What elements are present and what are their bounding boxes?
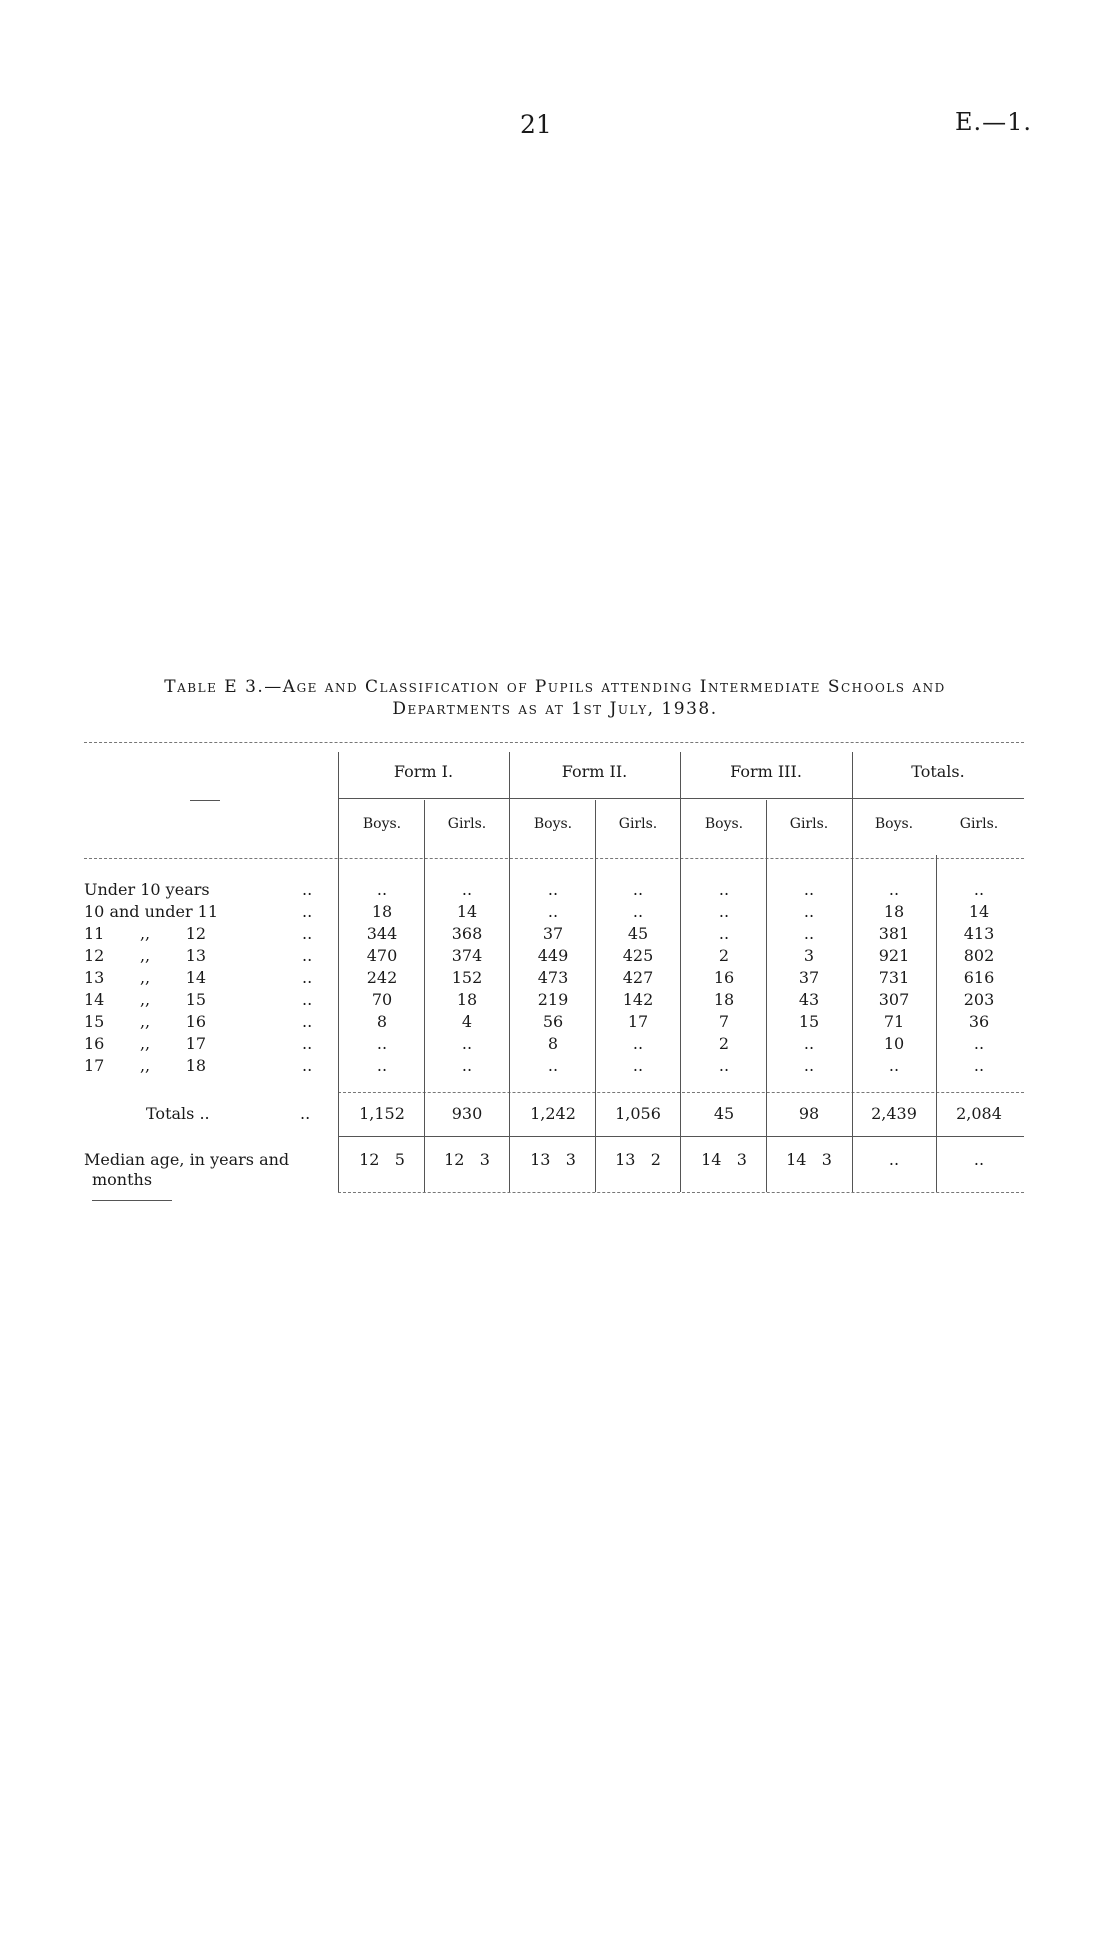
col-rule-3 — [509, 752, 510, 1192]
cell: 802 — [963, 946, 995, 965]
cell: 344 — [366, 924, 398, 943]
cell: .. — [376, 880, 388, 899]
totals-cell: 2,084 — [956, 1104, 1002, 1123]
row-label: 14 ,, 15 — [84, 990, 207, 1009]
row-label: 11 ,, 12 — [84, 924, 207, 943]
cell: 142 — [622, 990, 654, 1009]
cell: .. — [888, 1056, 900, 1075]
median-cell: 14 3 — [786, 1150, 832, 1169]
cell: 413 — [963, 924, 995, 943]
cell: 374 — [451, 946, 483, 965]
cell: 368 — [451, 924, 483, 943]
row-leader-dots: .. — [302, 968, 313, 987]
cell: 3 — [803, 946, 815, 965]
cell: .. — [632, 1056, 644, 1075]
cell: 8 — [376, 1012, 388, 1031]
cell: 470 — [366, 946, 398, 965]
totals-cell: 2,439 — [871, 1104, 917, 1123]
row-label: Under 10 years — [84, 880, 210, 899]
median-label-line-2: months — [92, 1170, 153, 1189]
table-title-line-1: Table E 3.—Age and Classification of Pupils attending Intermediate Schools and — [164, 677, 946, 697]
cell: 14 — [968, 902, 990, 921]
median-cell: .. — [888, 1150, 900, 1169]
group-header-form-3: Form III. — [730, 762, 802, 781]
totals-top-rule — [338, 1092, 1024, 1093]
cell: 203 — [963, 990, 995, 1009]
cell: 17 — [627, 1012, 649, 1031]
cell: 307 — [878, 990, 910, 1009]
col-rule-1 — [338, 752, 339, 1192]
totals-dots-2: .. — [300, 1104, 311, 1123]
page-code: E.—1. — [955, 108, 1033, 136]
group-header-form-2: Form II. — [561, 762, 628, 781]
subheader-form3-boys: Boys. — [704, 816, 744, 832]
row-leader-dots: .. — [302, 946, 313, 965]
cell: 45 — [627, 924, 649, 943]
totals-cell: 1,242 — [530, 1104, 576, 1123]
cell: 427 — [622, 968, 654, 987]
cell: .. — [632, 902, 644, 921]
row-label: 16 ,, 17 — [84, 1034, 207, 1053]
cell: .. — [803, 924, 815, 943]
cell: 14 — [456, 902, 478, 921]
group-header-form-1: Form I. — [393, 762, 454, 781]
row-label: 10 and under 11 — [84, 902, 219, 921]
cell: .. — [376, 1034, 388, 1053]
row-leader-dots: .. — [302, 902, 313, 921]
cell: .. — [461, 880, 473, 899]
cell: 7 — [718, 1012, 730, 1031]
totals-cell: 1,056 — [615, 1104, 661, 1123]
totals-cell: 98 — [798, 1104, 820, 1123]
cell: .. — [803, 1056, 815, 1075]
table-bottom-rule — [338, 1192, 1024, 1193]
row-leader-dots: .. — [302, 1012, 313, 1031]
subheader-form1-girls: Girls. — [447, 816, 487, 832]
cell: 36 — [968, 1012, 990, 1031]
col-rule-5 — [680, 752, 681, 1192]
cell: .. — [973, 1034, 985, 1053]
cell: 449 — [537, 946, 569, 965]
subheader-totals-boys: Boys. — [874, 816, 914, 832]
cell: .. — [888, 880, 900, 899]
subheader-form1-boys: Boys. — [362, 816, 402, 832]
cell: .. — [718, 1056, 730, 1075]
cell: 18 — [883, 902, 905, 921]
median-cell: 13 2 — [615, 1150, 661, 1169]
cell: 70 — [371, 990, 393, 1009]
cell: 56 — [542, 1012, 564, 1031]
row-leader-dots: .. — [302, 924, 313, 943]
cell: .. — [973, 1056, 985, 1075]
subheader-form2-girls: Girls. — [618, 816, 658, 832]
row-leader-dots: .. — [302, 1056, 313, 1075]
cell: 37 — [798, 968, 820, 987]
cell: 219 — [537, 990, 569, 1009]
cell: .. — [547, 902, 559, 921]
cell: .. — [461, 1034, 473, 1053]
totals-dots-1: .. — [199, 1104, 210, 1123]
median-label-line-1: Median age, in years and — [84, 1150, 290, 1169]
row-leader-dots: .. — [302, 1034, 313, 1053]
median-cell: 12 5 — [359, 1150, 405, 1169]
cell: .. — [632, 1034, 644, 1053]
cell: 152 — [451, 968, 483, 987]
row-label: 13 ,, 14 — [84, 968, 207, 987]
cell: 16 — [713, 968, 735, 987]
cell: 71 — [883, 1012, 905, 1031]
cell: 242 — [366, 968, 398, 987]
row-label: 17 ,, 18 — [84, 1056, 207, 1075]
totals-bottom-rule — [338, 1136, 1024, 1137]
cell: .. — [718, 880, 730, 899]
table-top-rule — [84, 742, 1024, 743]
cell: .. — [632, 880, 644, 899]
stub-dash — [190, 800, 220, 801]
cell: 4 — [461, 1012, 473, 1031]
totals-cell: 1,152 — [359, 1104, 405, 1123]
cell: .. — [803, 902, 815, 921]
subheader-form2-boys: Boys. — [533, 816, 573, 832]
cell: 18 — [371, 902, 393, 921]
cell: .. — [803, 1034, 815, 1053]
cell: .. — [718, 924, 730, 943]
cell: 8 — [547, 1034, 559, 1053]
cell: 43 — [798, 990, 820, 1009]
median-cell: 13 3 — [530, 1150, 576, 1169]
cell: 2 — [718, 1034, 730, 1053]
cell: .. — [973, 880, 985, 899]
cell: 2 — [718, 946, 730, 965]
cell: .. — [718, 902, 730, 921]
cell: 425 — [622, 946, 654, 965]
cell: .. — [803, 880, 815, 899]
cell: 18 — [456, 990, 478, 1009]
cell: 473 — [537, 968, 569, 987]
totals-cell: 930 — [451, 1104, 483, 1123]
totals-label: Totals — [146, 1104, 195, 1123]
row-label: 12 ,, 13 — [84, 946, 207, 965]
cell: .. — [461, 1056, 473, 1075]
cell: 616 — [963, 968, 995, 987]
cell: .. — [547, 880, 559, 899]
cell: .. — [547, 1056, 559, 1075]
totals-cell: 45 — [713, 1104, 735, 1123]
median-cell: .. — [973, 1150, 985, 1169]
group-header-totals: Totals. — [911, 762, 965, 781]
cell: 37 — [542, 924, 564, 943]
cell: 921 — [878, 946, 910, 965]
cell: .. — [376, 1056, 388, 1075]
row-leader-dots: .. — [302, 990, 313, 1009]
median-cell: 12 3 — [444, 1150, 490, 1169]
cell: 731 — [878, 968, 910, 987]
cell: 18 — [713, 990, 735, 1009]
median-cell: 14 3 — [701, 1150, 747, 1169]
table-title-line-2: Departments as at 1st July, 1938. — [392, 699, 718, 719]
subheader-totals-girls: Girls. — [959, 816, 999, 832]
header-bottom-rule — [84, 858, 1024, 859]
group-header-rule — [338, 798, 1024, 799]
row-leader-dots: .. — [302, 880, 313, 899]
cell: 10 — [883, 1034, 905, 1053]
cell: 15 — [798, 1012, 820, 1031]
subheader-form3-girls: Girls. — [789, 816, 829, 832]
cell: 381 — [878, 924, 910, 943]
page-number: 21 — [520, 110, 552, 139]
row-label: 15 ,, 16 — [84, 1012, 207, 1031]
median-underline — [92, 1200, 172, 1201]
